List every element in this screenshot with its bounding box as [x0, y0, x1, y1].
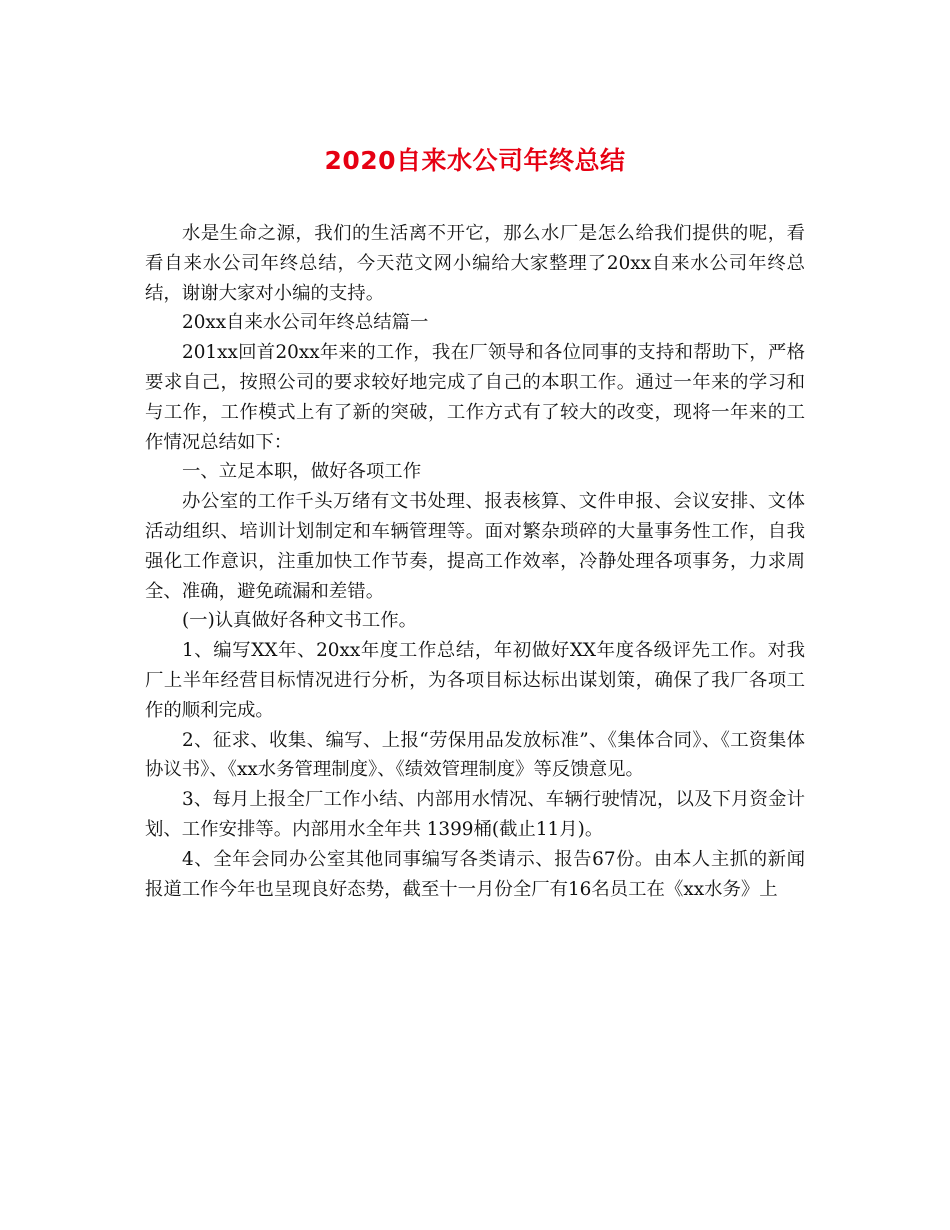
- paragraph-heading-one: 一、立足本职，做好各项工作: [182, 461, 422, 483]
- paragraph-intro: 水是生命之源，我们的生活离不开它，那么水厂是怎么给我们提供的呢，看看自来水公司年终总结，今天范文网小编给大家整理了20xx自来水公司年终总结，谢谢大家对小编的支持。: [145, 223, 805, 304]
- paragraph-subheading-documents: (一)认真做好各种文书工作。: [182, 610, 418, 632]
- document-body: [145, 219, 805, 904]
- paragraph-item-2: 2、征求、收集、编写、上报“劳保用品发放标准”、《集体合同》、《工资集体协议书》、《xx水务管理制度》、《绩效管理制度》等反馈意见。: [145, 729, 805, 781]
- document-title: 2020自来水公司年终总结: [324, 146, 626, 175]
- paragraph-office-work: 办公室的工作千头万绪有文书处理、报表核算、文件申报、会议安排、文体活动组织、培训计划制定和车辆管理等。面对繁杂琐碎的大量事务性工作，自我强化工作意识，注重加快工作节奏，提高工作效率，冷静处理各项事务，力求周全、准确，避免疏漏和差错。: [145, 491, 805, 602]
- paragraph-item-4: 4、全年会同办公室其他同事编写各类请示、报告67份。由本人主抓的新闻报道工作今年也呈现良好态势，截至十一月份全厂有16名员工在《xx水务》上: [145, 848, 805, 900]
- paragraph-section-heading: 20xx自来水公司年终总结篇一: [182, 312, 429, 334]
- paragraph-item-1: 1、编写XX年、20xx年度工作总结，年初做好XX年度各级评先工作。对我厂上半年经营目标情况进行分析，为各项目标达标出谋划策，确保了我厂各项工作的顺利完成。: [145, 640, 805, 721]
- paragraph-item-3: 3、每月上报全厂工作小结、内部用水情况、车辆行驶情况，以及下月资金计划、工作安排等。内部用水全年共 1399桶(截止11月)。: [145, 789, 805, 840]
- paragraph-overview: 201xx回首20xx年来的工作，我在厂领导和各位同事的支持和帮助下，严格要求自己，按照公司的要求较好地完成了自己的本职工作。通过一年来的学习和与工作，工作模式上有了新的突破，工作方式有了较大的改变，现将一年来的工作情况总结如下：: [145, 342, 805, 453]
